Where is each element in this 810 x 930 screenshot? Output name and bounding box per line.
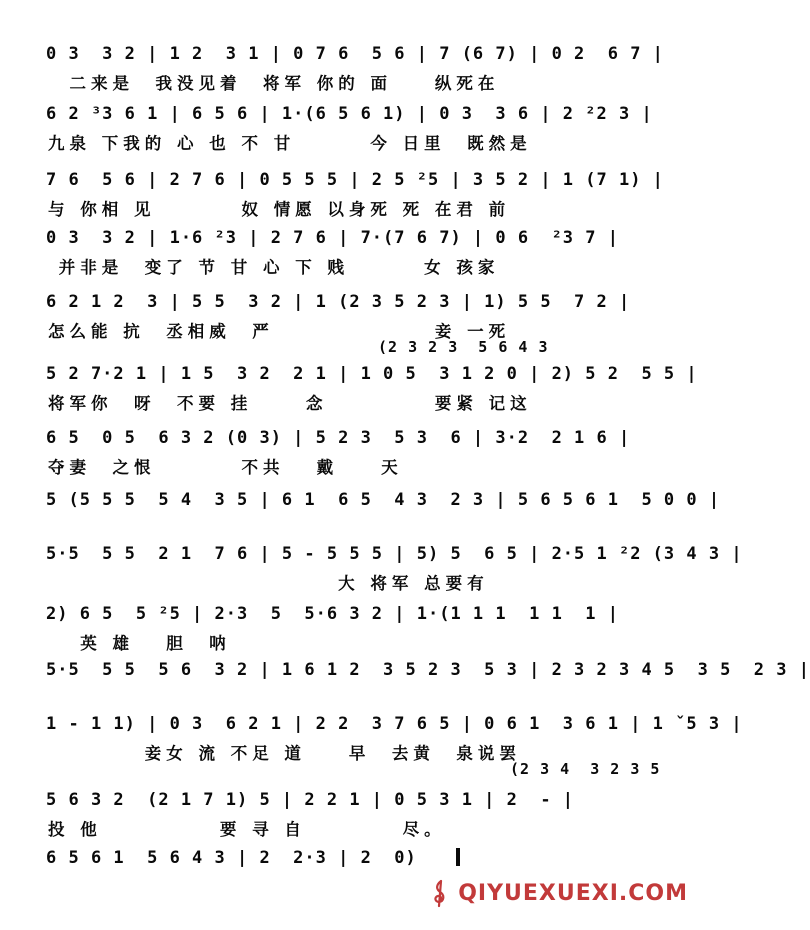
notes-8: 5 (5 5 5 5 4 3 5 | 6 1 6 5 4 3 2 3 | 5 6 5 6 1 5 0 0 | (46, 490, 721, 510)
notes-12: 1 - 1 1) | 0 3 6 2 1 | 2 2 3 7 6 5 | 0 6 1 3 6 1 | 1 ˇ5 3 | (46, 714, 743, 734)
cue-notes-1: (2 3 2 3 5 6 4 3 (378, 338, 549, 356)
notes-6: 5 2 7·2 1 | 1 5 3 2 2 1 | 1 0 5 3 1 2 0 | 2) 5 2 5 5 | (46, 364, 698, 384)
lyrics-6: 将军你 呀 不要 挂 念 要紧 记这 (48, 394, 532, 413)
notes-1: 0 3 3 2 | 1 2 3 1 | 0 7 6 5 6 | 7 (6 7) | 0 2 6 7 | (46, 44, 664, 64)
notes-4: 0 3 3 2 | 1·6 ²3 | 2 7 6 | 7·(7 6 7) | 0 6 ²3 7 | (46, 228, 619, 248)
cue-notes-2: (2 3 4 3 2 3 5 (510, 760, 661, 778)
watermark-text: QIYUEXUEXI.COM (458, 880, 688, 906)
notes-3: 7 6 5 6 | 2 7 6 | 0 5 5 5 | 2 5 ²5 | 3 5 2 | 1 (7 1) | (46, 170, 664, 190)
notes-2: 6 2 ³3 6 1 | 6 5 6 | 1·(6 5 6 1) | 0 3 3 6 | 2 ²2 3 | (46, 104, 653, 124)
lyrics-10: 英 雄 胆 呐 (48, 634, 231, 653)
notes-10: 2) 6 5 5 ²5 | 2·3 5 5·6 3 2 | 1·(1 1 1 1 1 1 | (46, 604, 619, 624)
watermark (428, 878, 688, 908)
notes-13: 5 6 3 2 (2 1 7 1) 5 | 2 2 1 | 0 5 3 1 | 2 - | (46, 790, 575, 810)
lyrics-9: 大 将军 总要有 (48, 574, 489, 593)
treble-clef-icon (428, 879, 452, 907)
lyrics-12: 妾女 流 不足 道 早 去黄 泉说罢 (48, 744, 521, 763)
notes-9: 5·5 5 5 2 1 7 6 | 5 - 5 5 5 | 5) 5 6 5 | 2·5 1 ²2 (3 4 3 | (46, 544, 743, 564)
lyrics-1: 二来是 我没见着 将军 你的 面 纵死在 (48, 74, 500, 93)
final-barline (456, 848, 460, 866)
notes-5: 6 2 1 2 3 | 5 5 3 2 | 1 (2 3 5 2 3 | 1) 5 5 7 2 | (46, 292, 631, 312)
lyrics-7: 夺妻 之恨 不共 戴 天 (48, 458, 403, 477)
lyrics-4: 并非是 变了 节 甘 心 下 贱 女 孩家 (48, 258, 500, 277)
notes-11: 5·5 5 5 5 6 3 2 | 1 6 1 2 3 5 2 3 5 3 | 2 3 2 3 4 5 3 5 2 3 | (46, 660, 810, 680)
lyrics-2: 九泉 下我的 心 也 不 甘 今 日里 既然是 (48, 134, 532, 153)
lyrics-5: 怎么能 抗 丞相威 严 妾 一死 (48, 322, 511, 341)
notes-7: 6 5 0 5 6 3 2 (0 3) | 5 2 3 5 3 6 | 3·2 2 1 6 | (46, 428, 631, 448)
notes-14: 6 5 6 1 5 6 4 3 | 2 2·3 | 2 0) (46, 848, 428, 868)
lyrics-3: 与 你相 见 奴 情愿 以身死 死 在君 前 (48, 200, 511, 219)
lyrics-13: 投 他 要 寻 自 尽。 (48, 820, 446, 839)
